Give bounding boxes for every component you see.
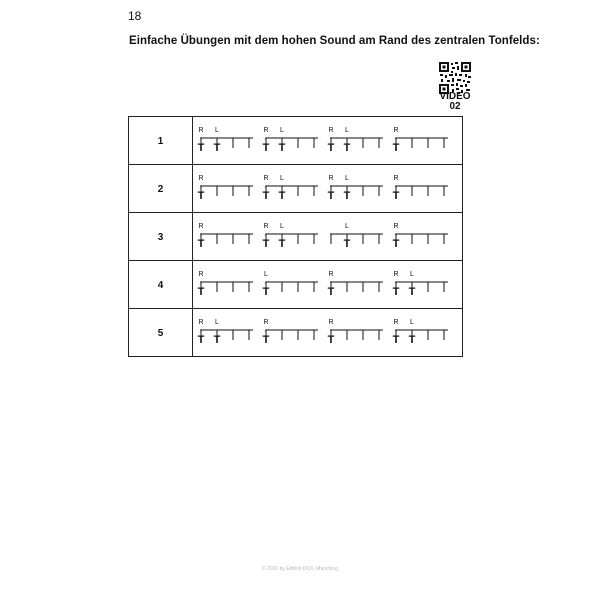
video-label[interactable]: [428, 92, 482, 112]
copyright-footer: © 2020 by Edition DUX, Manching: [262, 566, 338, 572]
hand-label: L: [280, 127, 284, 134]
hand-label: R: [198, 223, 204, 230]
exercise-table: [128, 116, 463, 357]
tone-symbol: T: [392, 334, 400, 346]
hand-label: L: [410, 319, 414, 326]
hand-label: R: [328, 319, 334, 326]
exercise-row: [129, 309, 462, 357]
hand-label: L: [215, 319, 219, 326]
tone-symbol: T: [392, 286, 400, 298]
exercise-row: [129, 117, 462, 165]
tone-symbol: T: [197, 238, 205, 250]
exercise-number: 4: [157, 280, 164, 291]
tone-symbol: T: [213, 142, 221, 154]
rhythm-notation-svg: [193, 261, 462, 308]
tone-symbol: T: [278, 238, 286, 250]
qr-code-graphic: [438, 61, 472, 95]
exercise-row: [129, 261, 462, 309]
hand-label: L: [280, 223, 284, 230]
hand-label: R: [393, 127, 399, 134]
rhythm-notation: [193, 261, 462, 308]
exercise-number: 1: [157, 136, 164, 147]
rhythm-notation: [193, 213, 462, 260]
tone-symbol: T: [213, 334, 221, 346]
exercise-row: [129, 213, 462, 261]
page-number: 18: [128, 9, 142, 23]
hand-label: R: [393, 319, 399, 326]
hand-label: R: [393, 175, 399, 182]
hand-label: L: [345, 223, 349, 230]
tone-symbol: T: [278, 142, 286, 154]
hand-label: R: [328, 127, 334, 134]
video-label-line2: 02: [449, 101, 461, 112]
exercise-number: 2: [157, 184, 164, 195]
hand-label: R: [198, 175, 204, 182]
tone-symbol: T: [408, 286, 416, 298]
hand-label: R: [393, 223, 399, 230]
tone-symbol: T: [197, 286, 205, 298]
rhythm-notation: [193, 117, 462, 164]
hand-label: R: [263, 175, 269, 182]
tone-symbol: T: [327, 190, 335, 202]
hand-label: R: [328, 175, 334, 182]
rhythm-notation-svg: [193, 117, 462, 164]
rhythm-notation: [193, 165, 462, 212]
exercise-row: [129, 165, 462, 213]
exercise-number: 5: [157, 328, 164, 339]
hand-label: L: [410, 271, 414, 278]
qr-code-icon[interactable]: [438, 61, 472, 95]
tone-symbol: T: [392, 142, 400, 154]
rhythm-notation-svg: [193, 309, 462, 356]
hand-label: R: [393, 271, 399, 278]
exercise-number: 3: [157, 232, 164, 243]
tone-symbol: T: [408, 334, 416, 346]
tone-symbol: T: [262, 238, 270, 250]
tone-symbol: T: [197, 190, 205, 202]
hand-label: R: [198, 127, 204, 134]
hand-label: R: [328, 271, 334, 278]
hand-label: R: [198, 271, 204, 278]
hand-label: R: [263, 223, 269, 230]
tone-symbol: T: [197, 142, 205, 154]
hand-label: R: [198, 319, 204, 326]
tone-symbol: T: [343, 142, 351, 154]
tone-symbol: T: [343, 238, 351, 250]
hand-label: L: [345, 175, 349, 182]
hand-label: L: [215, 127, 219, 134]
video-label-line1: VIDEO: [439, 91, 471, 102]
hand-label: L: [264, 271, 268, 278]
hand-label: R: [263, 319, 269, 326]
tone-symbol: T: [197, 334, 205, 346]
tone-symbol: T: [392, 190, 400, 202]
hand-label: L: [280, 175, 284, 182]
tone-symbol: T: [327, 142, 335, 154]
tone-symbol: T: [262, 142, 270, 154]
tone-symbol: T: [327, 334, 335, 346]
hand-label: R: [263, 127, 269, 134]
tone-symbol: T: [262, 334, 270, 346]
tone-symbol: T: [278, 190, 286, 202]
tone-symbol: T: [392, 238, 400, 250]
tone-symbol: T: [262, 190, 270, 202]
tone-symbol: T: [343, 190, 351, 202]
rhythm-notation-svg: [193, 213, 462, 260]
tone-symbol: T: [327, 286, 335, 298]
rhythm-notation-svg: [193, 165, 462, 212]
page-heading: Einfache Übungen mit dem hohen Sound am Rand des zentralen Tonfelds:: [129, 35, 540, 47]
rhythm-notation: [193, 309, 462, 357]
hand-label: L: [345, 127, 349, 134]
tone-symbol: T: [262, 286, 270, 298]
